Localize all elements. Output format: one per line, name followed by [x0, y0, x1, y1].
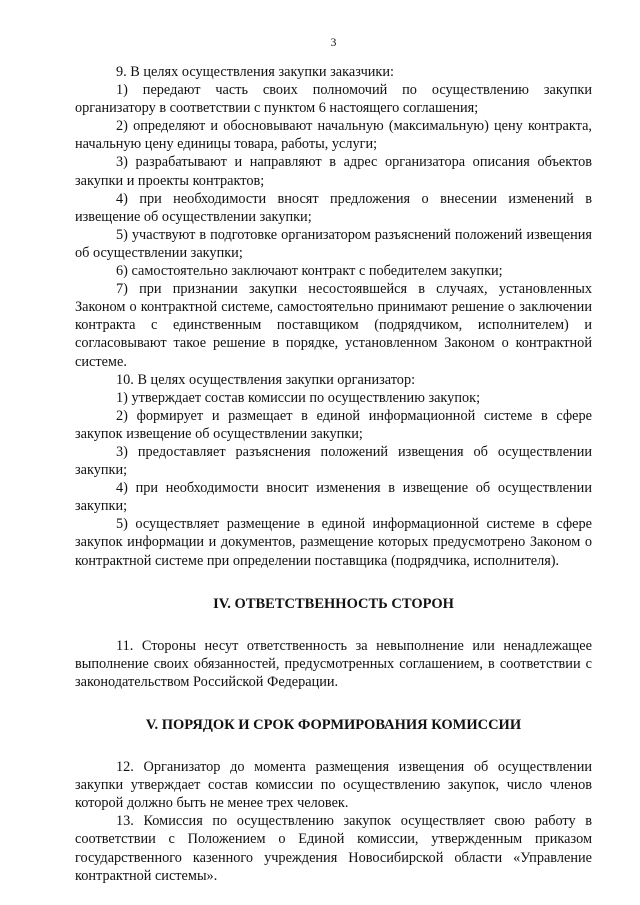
paragraph-9-item-6: 6) самостоятельно заключают контракт с победителем закупки; [116, 263, 503, 280]
paragraph-10-item-1: 1) утверждает состав комиссии по осуществлению закупок; [116, 389, 481, 406]
paragraph-10-item-3: 3) предоставляет разъяснения положений извещения об осуществлении закупки; [75, 443, 592, 479]
paragraph-9-item-1: 1) передают часть своих полномочий по осуществлению закупки организатору в соответствии с пунктом 6 настоящего соглашения; [75, 82, 592, 117]
paragraph-9-item-2: 2) определяют и обосновывают начальную (максимальную) цену контракта, начальную цену единицы товара, работы, услуги; [75, 118, 592, 153]
paragraph-9-item-7: 7) при признании закупки несостоявшейся в случаях, установленных Законом о контрактной системе, самостоятельно принимают решение о заключении контракта с единственным поставщиком (подрядчиком, исполнителем) и согласовывают такое решение в порядке, установленном Законом о контрактной системе. [75, 281, 592, 370]
paragraph-10: 10. В целях осуществления закупки организатор: [116, 371, 416, 388]
paragraph-9: 9. В целях осуществления закупки заказчики: [116, 64, 394, 80]
paragraph-10-item-4: 4) при необходимости вносит изменения в извещение об осуществлении закупки; [75, 480, 592, 515]
paragraph-12: 12. Организатор до момента размещения извещения об осуществлении закупки утверждает состав комиссии по осуществлению закупок, число членов которой должно быть не менее трех человек. [75, 759, 592, 812]
section-heading-responsibility: IV. ОТВЕТСТВЕННОСТЬ СТОРОН [213, 595, 454, 612]
paragraph-11: 11. Стороны несут ответственность за невыполнение или ненадлежащее выполнение своих обязанностей, предусмотренных соглашением, в соответствии с законодательством Российской Федерации. [75, 637, 592, 690]
paragraph-13: 13. Комиссия по осуществлению закупок осуществляет свою работу в соответствии с Положением о Единой комиссии, утвержденным приказом государственного казенного учреждения Новосибирской области «Управление контрактной системы». [75, 813, 592, 884]
paragraph-10-item-5: 5) осуществляет размещение в единой информационной системе в сфере закупок информации и документов, размещение которых предусмотрено Законом о контрактной системе при определении поставщика (подрядчика, исполнителя). [75, 516, 592, 569]
section-heading-commission: V. ПОРЯДОК И СРОК ФОРМИРОВАНИЯ КОМИССИИ [145, 717, 522, 733]
paragraph-9-item-4: 4) при необходимости вносят предложения о внесении изменений в извещение об осуществлении закупки; [75, 190, 592, 225]
paragraph-9-item-3: 3) разрабатывают и направляют в адрес организатора описания объектов закупки и проекты контрактов; [75, 154, 592, 189]
page-number: 3 [330, 37, 337, 49]
paragraph-10-item-2: 2) формирует и размещает в единой информационной системе в сфере закупок извещение об осуществлении закупки; [75, 407, 592, 442]
procurement-duties-block [75, 63, 592, 570]
paragraph-9-item-5: 5) участвуют в подготовке организатором разъяснений положений извещения об осуществлении закупки; [75, 226, 592, 261]
